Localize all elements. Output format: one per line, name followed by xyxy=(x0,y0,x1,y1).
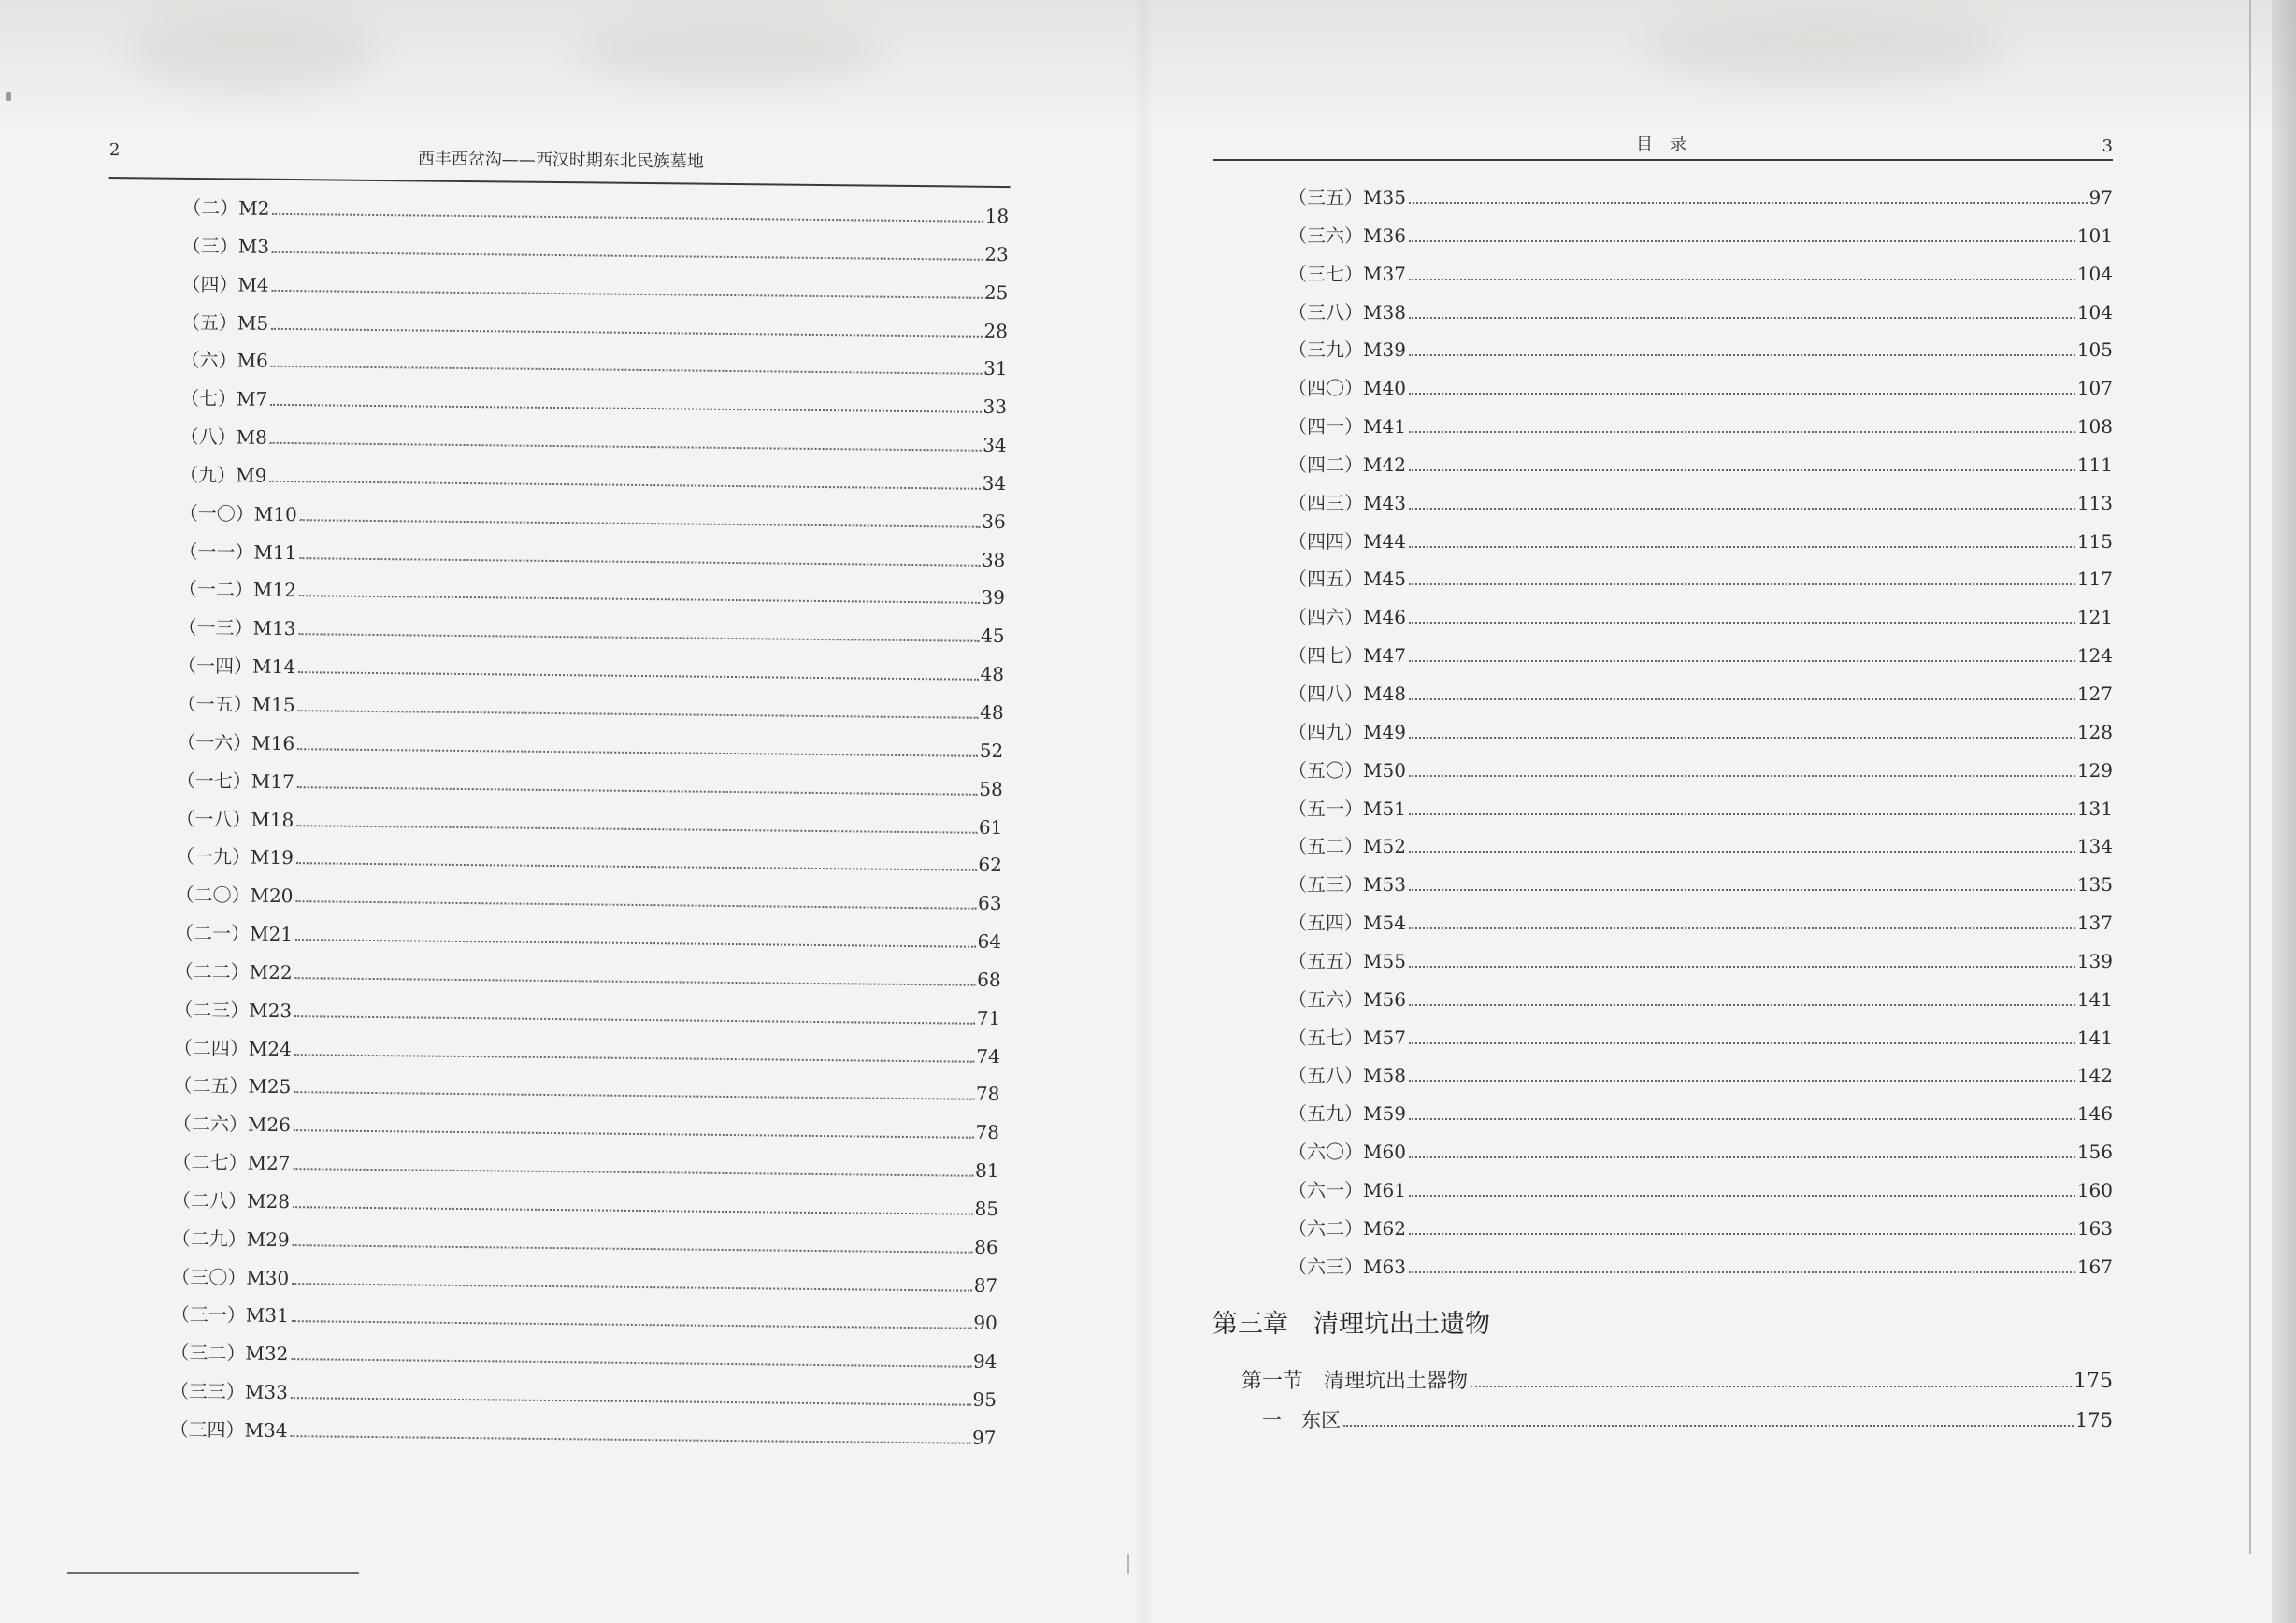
toc-list xyxy=(169,189,1009,1458)
dot-leader xyxy=(1409,698,2075,700)
toc-entry-label: （五四）M54 xyxy=(1288,912,1406,935)
toc-entry-label: （四四）M44 xyxy=(1288,529,1406,553)
toc-entry-label: （一一）M11 xyxy=(179,539,297,564)
toc-entry-page: 68 xyxy=(977,968,1001,991)
toc-entry xyxy=(1288,1095,2113,1133)
dot-leader xyxy=(296,862,977,871)
dot-leader xyxy=(1409,469,2075,471)
dot-leader xyxy=(1409,737,2075,739)
header-rule xyxy=(1213,159,2113,161)
toc-entry-page: 156 xyxy=(2076,1141,2113,1164)
dot-leader xyxy=(1409,317,2075,319)
toc-entry-page: 134 xyxy=(2076,835,2113,858)
toc-entry-label: （六二）M62 xyxy=(1288,1216,1406,1240)
dot-leader xyxy=(295,977,976,986)
toc-entry-label: （九）M9 xyxy=(179,463,267,487)
dot-leader xyxy=(1409,508,2075,510)
toc-entry-label: （二一）M21 xyxy=(175,921,294,946)
toc-entry xyxy=(1288,752,2113,790)
toc-entry xyxy=(1288,408,2113,446)
dot-leader xyxy=(297,786,978,796)
toc-entry-label: （七）M7 xyxy=(179,387,268,411)
toc-entry xyxy=(1288,446,2113,484)
toc-entry-page: 141 xyxy=(2076,1026,2113,1049)
scan-speck xyxy=(6,92,11,101)
running-head: 目 录 xyxy=(1636,135,1686,154)
toc-entry xyxy=(1288,217,2113,255)
center-fold xyxy=(1133,0,1154,1623)
toc-entry-page: 78 xyxy=(975,1083,1000,1106)
scan-smudge xyxy=(131,9,374,93)
dot-leader xyxy=(1409,240,2075,242)
dot-leader xyxy=(293,1244,973,1254)
toc-entry-label: （五二）M52 xyxy=(1288,835,1406,858)
toc-entry-label: （六）M6 xyxy=(180,349,268,373)
dot-leader xyxy=(295,939,976,948)
dot-leader xyxy=(272,251,983,261)
toc-entry-page: 117 xyxy=(2076,567,2113,591)
dot-leader xyxy=(1409,1271,2075,1273)
toc-entry xyxy=(1288,1248,2113,1286)
toc-entry xyxy=(1288,713,2113,752)
dot-leader xyxy=(1409,1195,2075,1197)
toc-entry-label: （五三）M53 xyxy=(1288,873,1406,897)
toc-entry-label: （六三）M63 xyxy=(1288,1255,1406,1278)
toc-entry-label: （二〇）M20 xyxy=(175,883,294,908)
toc-subsection-page: 175 xyxy=(2074,1409,2113,1431)
toc-entry-label: （一七）M17 xyxy=(176,768,294,793)
toc-entry-label: （六〇）M60 xyxy=(1288,1141,1406,1164)
scan-edge-shadow xyxy=(2272,0,2296,1623)
toc-entry-label: （四九）M49 xyxy=(1288,720,1406,743)
dot-leader xyxy=(1409,1233,2075,1235)
dot-leader xyxy=(298,671,979,681)
toc-entry-label: （三四）M34 xyxy=(169,1417,288,1443)
toc-entry-page: 135 xyxy=(2076,873,2113,897)
dot-leader xyxy=(1409,775,2075,777)
toc-entry-page: 62 xyxy=(978,854,1003,877)
dot-leader xyxy=(1409,660,2075,662)
dot-leader xyxy=(290,1435,970,1444)
toc-entry-page: 142 xyxy=(2076,1064,2113,1087)
toc-entry-label: （一四）M14 xyxy=(177,654,296,679)
dot-leader xyxy=(1409,431,2075,433)
page-edge-line xyxy=(2249,0,2251,1554)
toc-entry xyxy=(1288,637,2113,675)
dot-leader xyxy=(1409,966,2075,968)
dot-leader xyxy=(292,1283,972,1292)
toc-entry-label: （一六）M16 xyxy=(177,730,295,754)
dot-leader xyxy=(1409,583,2075,585)
toc-entry-label: （四五）M45 xyxy=(1288,567,1406,591)
dot-leader xyxy=(296,825,977,834)
toc-entry-label: （四六）M46 xyxy=(1288,606,1406,629)
dot-leader xyxy=(299,596,980,605)
dot-leader xyxy=(270,442,981,452)
toc-entry xyxy=(1288,790,2113,828)
dot-leader xyxy=(271,366,982,375)
toc-entry-page: 141 xyxy=(2076,987,2113,1011)
toc-entry-label: （四）M4 xyxy=(181,272,269,296)
toc-entry-page: 137 xyxy=(2076,912,2113,935)
toc-entry-label: （一五）M15 xyxy=(177,692,295,717)
scan-smudge xyxy=(1645,9,2001,84)
toc-entry-page: 131 xyxy=(2076,797,2113,820)
toc-entry xyxy=(1288,866,2113,904)
toc-entry-page: 61 xyxy=(978,815,1003,839)
dot-leader xyxy=(1409,927,2075,929)
toc-entry-label: （三一）M31 xyxy=(170,1303,289,1328)
toc-entry-label: （三八）M38 xyxy=(1288,300,1406,323)
toc-entry-label: （三七）M37 xyxy=(1288,262,1406,285)
page-number: 3 xyxy=(2102,136,2113,156)
toc-entry-page: 81 xyxy=(974,1158,999,1183)
toc-entry-page: 34 xyxy=(983,433,1007,457)
dot-leader xyxy=(1409,851,2075,853)
toc-entry-page: 38 xyxy=(981,548,1006,571)
toc-entry-page: 87 xyxy=(973,1273,998,1297)
toc-entry-label: （四一）M41 xyxy=(1288,415,1406,438)
toc-entry-page: 97 xyxy=(971,1426,997,1450)
dot-leader xyxy=(298,633,979,642)
dot-leader xyxy=(291,1358,971,1368)
toc-entry-page: 124 xyxy=(2076,644,2113,668)
toc-entry-page: 90 xyxy=(973,1312,997,1335)
dot-leader xyxy=(292,1321,972,1330)
toc-entry-page: 111 xyxy=(2076,452,2113,476)
toc-entry-page: 58 xyxy=(979,777,1003,800)
chapter-heading: 第三章 清理坑出土遗物 xyxy=(1213,1310,1490,1339)
toc-entry-page: 95 xyxy=(972,1387,997,1412)
dot-leader xyxy=(1409,354,2075,356)
toc-entry-page: 105 xyxy=(2076,338,2113,362)
dot-leader xyxy=(1409,546,2075,548)
dot-leader xyxy=(293,1168,973,1177)
toc-entry xyxy=(1288,942,2113,981)
toc-entry-page: 115 xyxy=(2076,529,2113,553)
toc-entry xyxy=(1288,369,2113,408)
toc-entry-page: 104 xyxy=(2076,300,2113,323)
toc-entry-page: 129 xyxy=(2076,758,2113,782)
toc-entry-label: （五五）M55 xyxy=(1288,949,1406,972)
toc-entry-label: （一〇）M10 xyxy=(179,501,297,525)
dot-leader xyxy=(294,1015,975,1025)
toc-section xyxy=(1241,1363,2113,1401)
toc-entry-label: （五六）M56 xyxy=(1288,987,1406,1011)
toc-entry-page: 64 xyxy=(977,929,1002,954)
dot-leader xyxy=(1409,813,2075,815)
toc-entry-label: （二三）M23 xyxy=(174,998,293,1022)
toc-entry-page: 28 xyxy=(983,319,1009,342)
dot-leader xyxy=(271,327,982,337)
toc-entry xyxy=(1288,981,2113,1019)
toc-entry-page: 63 xyxy=(977,891,1002,915)
toc-entry-page: 39 xyxy=(981,586,1006,610)
dot-leader xyxy=(1409,1080,2075,1082)
toc-entry-label: （六一）M61 xyxy=(1288,1178,1406,1201)
toc-entry-page: 74 xyxy=(976,1044,1000,1068)
toc-entry-page: 160 xyxy=(2076,1178,2113,1201)
toc-subsection-label: 一 东区 xyxy=(1262,1409,1341,1431)
toc-entry-label: （五）M5 xyxy=(180,310,269,335)
toc-entry xyxy=(1288,255,2113,294)
toc-entry-label: （二二）M22 xyxy=(174,959,293,984)
dot-leader xyxy=(1409,393,2075,395)
dot-leader xyxy=(1409,1156,2075,1158)
toc-entry-label: （三二）M32 xyxy=(170,1342,289,1366)
dot-leader xyxy=(1409,889,2075,891)
toc-entry xyxy=(1288,179,2113,217)
toc-entry-page: 121 xyxy=(2076,606,2113,629)
toc-entry-page: 34 xyxy=(982,471,1007,495)
toc-entry-label: （五一）M51 xyxy=(1288,797,1406,820)
toc-entry-page: 104 xyxy=(2076,262,2113,285)
toc-entry-label: （二七）M27 xyxy=(172,1150,291,1175)
toc-entry xyxy=(1288,331,2113,369)
dot-leader xyxy=(272,213,983,223)
toc-entry-page: 85 xyxy=(974,1197,999,1220)
toc-entry-page: 48 xyxy=(980,662,1005,686)
dot-leader xyxy=(1409,1042,2075,1044)
toc-entry-page: 45 xyxy=(980,625,1005,648)
dot-leader xyxy=(299,557,980,567)
toc-entry-page: 127 xyxy=(2076,682,2113,705)
toc-entry-label: （三五）M35 xyxy=(1288,186,1406,208)
toc-entry-page: 52 xyxy=(979,739,1004,762)
toc-entry-label: （三三）M33 xyxy=(169,1379,289,1404)
bottom-rule xyxy=(67,1572,359,1574)
toc-entry xyxy=(1288,1133,2113,1171)
page-number: 2 xyxy=(108,140,121,161)
toc-entry-label: （一八）M18 xyxy=(176,807,294,831)
toc-entry-page: 139 xyxy=(2076,949,2113,972)
toc-entry-label: （四三）M43 xyxy=(1288,491,1406,514)
toc-entry-page: 71 xyxy=(976,1006,1001,1029)
toc-entry-page: 25 xyxy=(983,280,1009,304)
toc-entry-label: （二）M2 xyxy=(182,195,270,220)
toc-entry-page: 33 xyxy=(983,395,1008,419)
toc-entry-page: 107 xyxy=(2076,377,2113,400)
dot-leader xyxy=(270,404,981,413)
toc-entry-label: （一二）M12 xyxy=(178,578,297,602)
toc-entry-label: （二四）M24 xyxy=(173,1036,292,1060)
toc-entry-page: 108 xyxy=(2076,415,2113,438)
toc-entry xyxy=(1288,675,2113,713)
dot-leader xyxy=(1409,202,2088,204)
toc-entry-label: （八）M8 xyxy=(179,424,268,449)
toc-entry-label: （五〇）M50 xyxy=(1288,758,1406,782)
toc-entry-page: 146 xyxy=(2076,1102,2113,1126)
toc-entry-label: （五七）M57 xyxy=(1288,1026,1406,1049)
toc-list xyxy=(1288,179,2113,1285)
toc-entry-page: 48 xyxy=(980,700,1004,725)
dot-leader xyxy=(298,710,979,719)
toc-entry-page: 23 xyxy=(984,242,1009,266)
toc-entry-page: 163 xyxy=(2076,1216,2113,1240)
toc-entry-label: （四七）M47 xyxy=(1288,644,1406,668)
toc-entry xyxy=(1288,598,2113,637)
toc-entry-label: （四八）M48 xyxy=(1288,682,1406,705)
dot-leader xyxy=(294,1054,975,1063)
dot-leader xyxy=(293,1206,973,1215)
fold-mark xyxy=(1127,1554,1129,1574)
toc-entry-label: （一九）M19 xyxy=(175,845,294,869)
toc-entry-label: （四二）M42 xyxy=(1288,452,1406,476)
dot-leader xyxy=(1409,1004,2075,1006)
dot-leader xyxy=(269,481,980,490)
toc-entry-page: 97 xyxy=(2088,186,2113,208)
toc-entry-label: （五八）M58 xyxy=(1288,1064,1406,1087)
dot-leader xyxy=(297,748,978,757)
dot-leader xyxy=(294,1092,974,1101)
toc-entry-page: 31 xyxy=(983,357,1008,381)
toc-entry xyxy=(1288,827,2113,866)
toc-entry-label: （二八）M28 xyxy=(172,1188,291,1214)
left-page xyxy=(95,140,1012,1477)
toc-section-label: 第一节 清理坑出土器物 xyxy=(1241,1370,1469,1393)
toc-entry-page: 36 xyxy=(982,510,1006,533)
toc-subsection xyxy=(1262,1401,2113,1440)
toc-entry-label: （五九）M59 xyxy=(1288,1102,1406,1126)
toc-entry-page: 86 xyxy=(974,1235,998,1258)
toc-entry xyxy=(1288,294,2113,332)
dot-leader xyxy=(272,290,983,299)
toc-section-page: 175 xyxy=(2074,1370,2113,1393)
toc-entry-label: （二六）M26 xyxy=(172,1113,292,1137)
toc-entry-page: 94 xyxy=(972,1350,997,1373)
toc-entry-label: （二九）M29 xyxy=(171,1227,290,1251)
toc-entry xyxy=(1288,904,2113,942)
toc-entry-page: 128 xyxy=(2076,720,2113,743)
toc-entry-label: （三）M3 xyxy=(181,234,270,258)
scan-smudge xyxy=(580,19,879,84)
toc-entry-page: 167 xyxy=(2076,1255,2113,1278)
dot-leader xyxy=(1471,1386,2072,1387)
dot-leader xyxy=(300,519,981,528)
toc-entry-label: （四〇）M40 xyxy=(1288,377,1406,400)
dot-leader xyxy=(294,1129,974,1139)
toc-entry-label: （二五）M25 xyxy=(173,1074,292,1099)
toc-entry-page: 18 xyxy=(984,204,1010,228)
dot-leader xyxy=(295,900,976,910)
toc-entry xyxy=(1288,1019,2113,1057)
toc-entry-label: （三九）M39 xyxy=(1288,338,1406,362)
toc-entry xyxy=(1288,1056,2113,1095)
dot-leader xyxy=(1409,279,2075,280)
toc-entry xyxy=(1288,560,2113,598)
toc-entry-page: 101 xyxy=(2076,223,2113,247)
dot-leader xyxy=(1409,1118,2075,1120)
toc-entry xyxy=(169,1411,996,1458)
running-head: 西丰西岔沟——西汉时期东北民族墓地 xyxy=(417,149,704,172)
toc-entry-page: 78 xyxy=(975,1121,1000,1144)
toc-entry xyxy=(1288,484,2113,523)
right-page xyxy=(1213,131,2113,1458)
toc-entry xyxy=(1288,523,2113,561)
dot-leader xyxy=(291,1397,971,1406)
dot-leader xyxy=(1343,1425,2074,1427)
toc-entry xyxy=(1288,1210,2113,1248)
dot-leader xyxy=(1409,622,2075,624)
toc-entry-label: （一三）M13 xyxy=(178,616,296,640)
toc-entry-label: （三六）M36 xyxy=(1288,223,1406,247)
toc-entry-page: 113 xyxy=(2076,491,2113,514)
header-rule xyxy=(109,177,1011,188)
toc-entry xyxy=(1288,1171,2113,1210)
toc-entry-label: （三〇）M30 xyxy=(171,1265,290,1289)
